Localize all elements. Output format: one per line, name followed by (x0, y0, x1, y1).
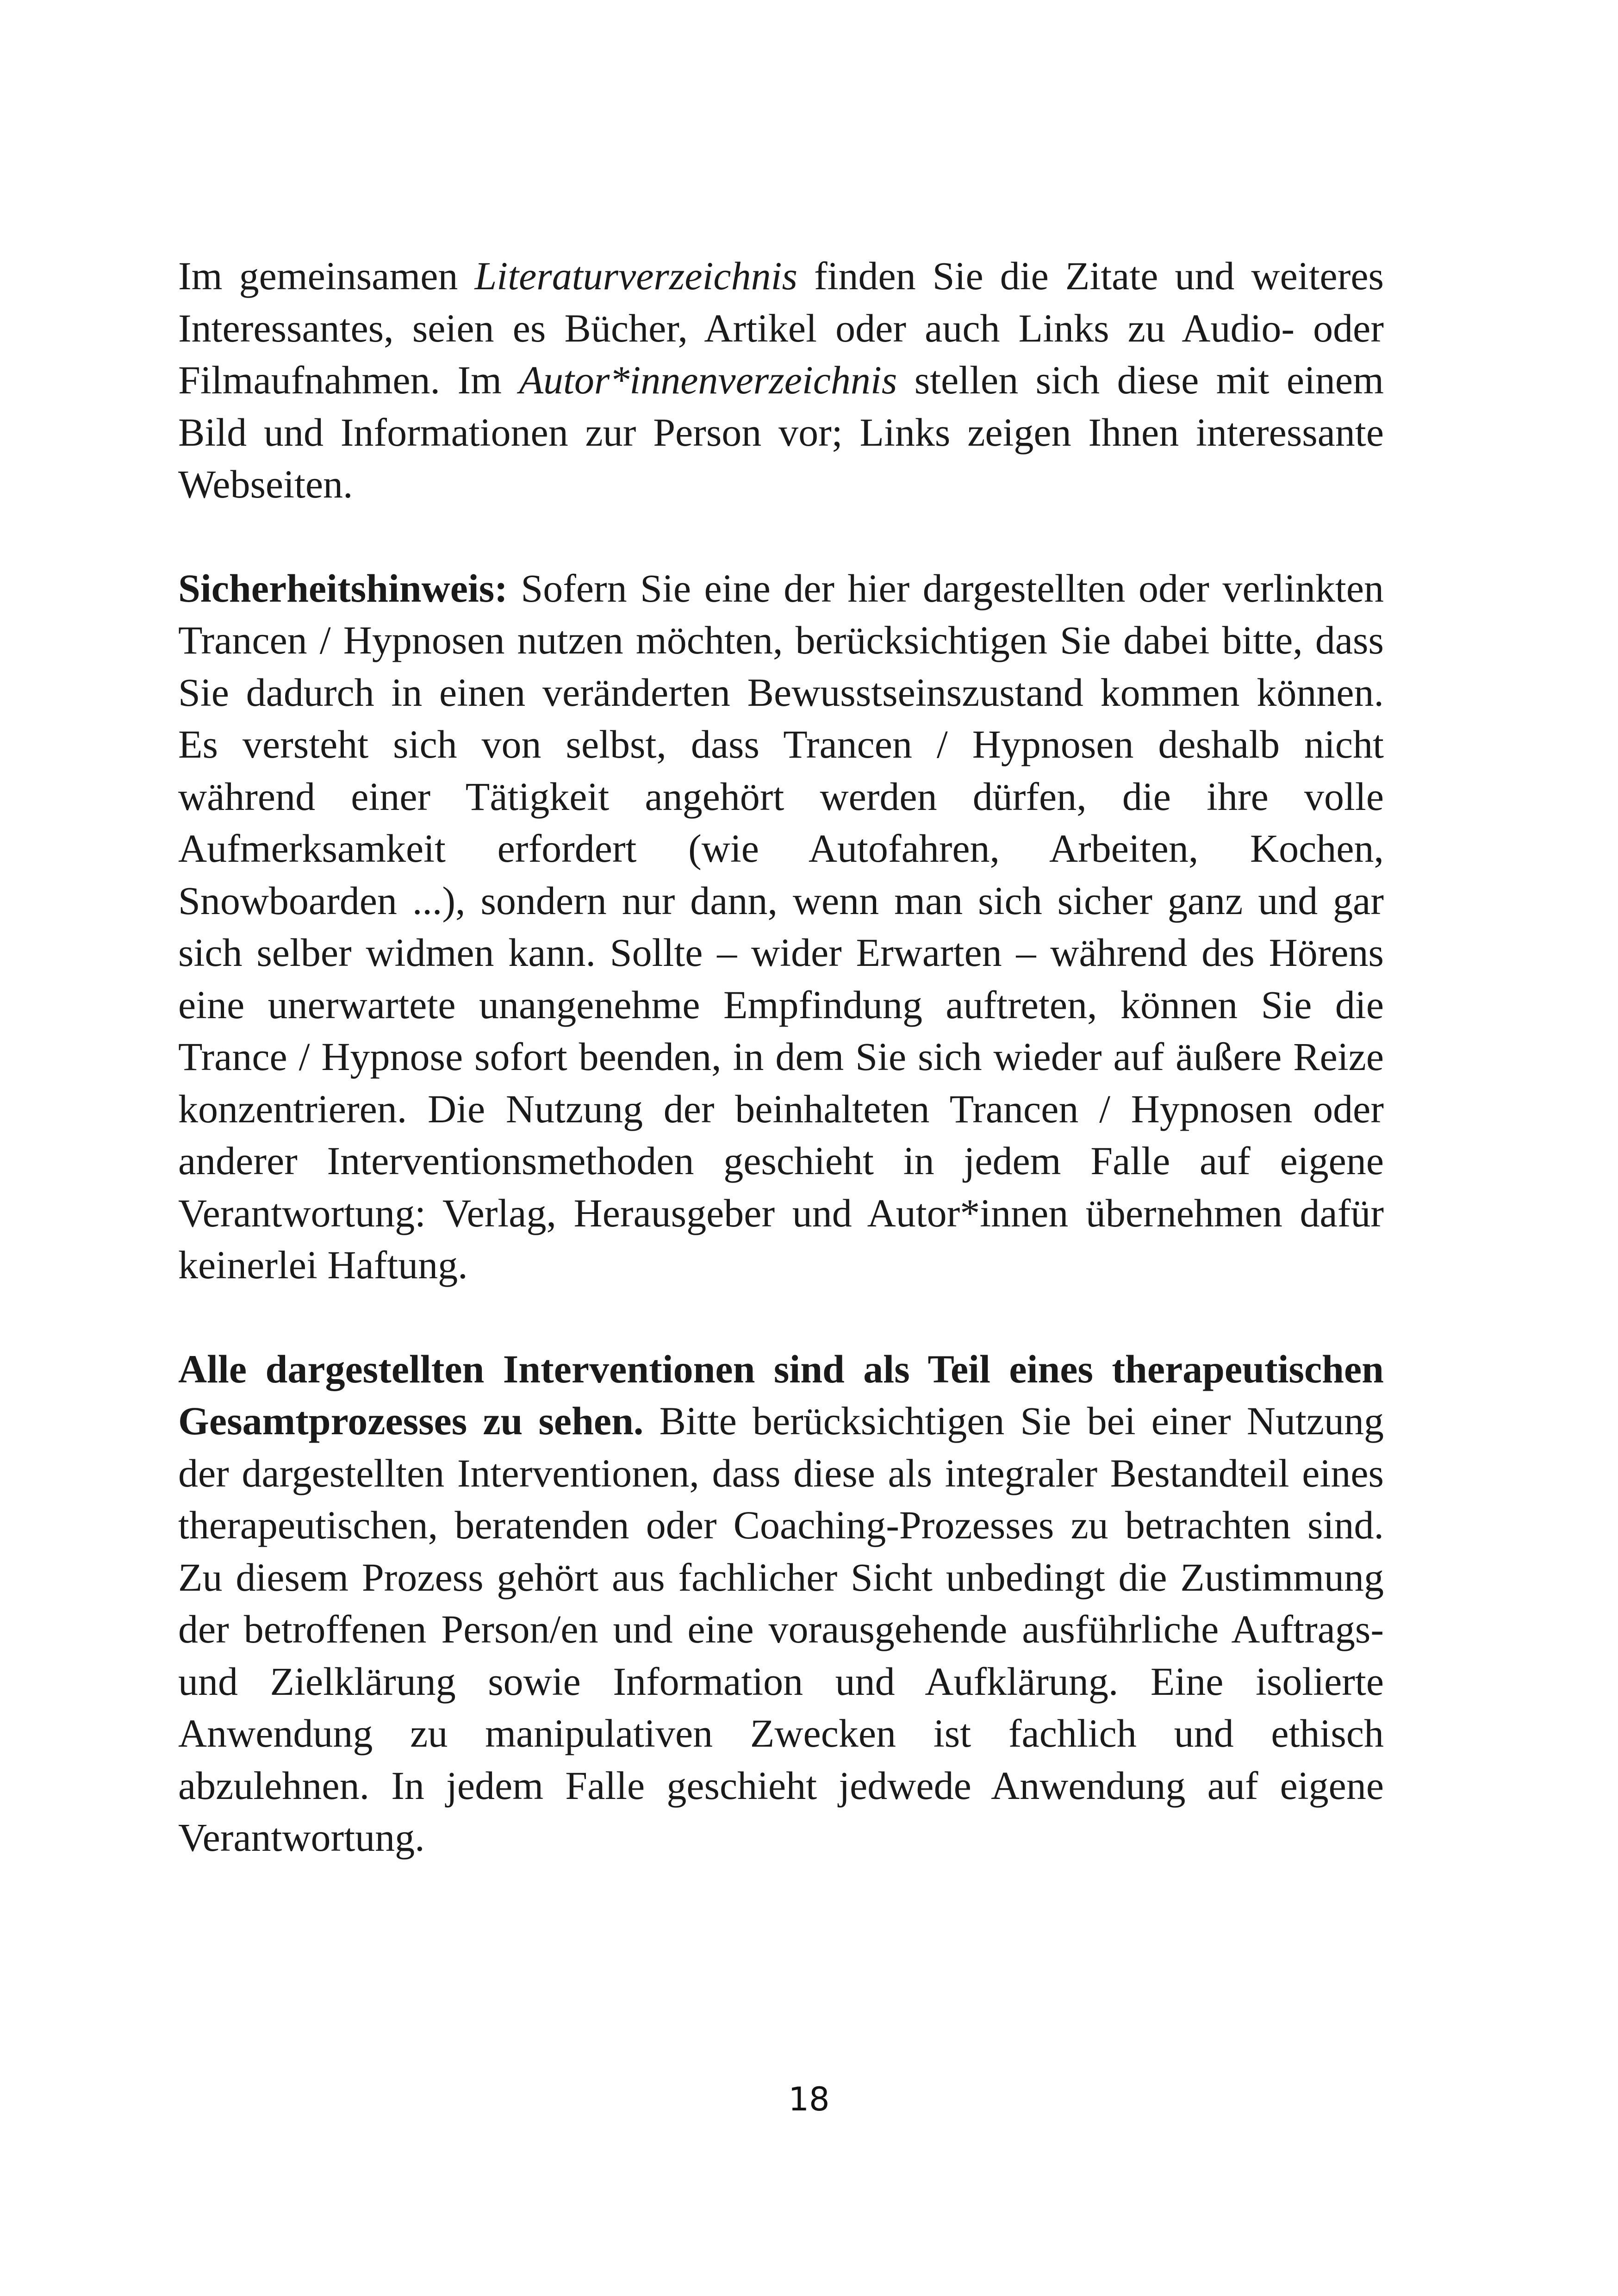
safety-notice-heading: Sicherheitshinweis: (178, 566, 508, 610)
paragraph-references-intro (178, 250, 1384, 510)
literaturverzeichnis-term: Literaturverzeichnis (474, 254, 797, 298)
paragraph-interventions-notice (178, 1343, 1384, 1864)
paragraph-safety-notice (178, 562, 1384, 1291)
interventions-notice-heading: Alle dargestellten Interventionen sind als Teil eines therapeutischen Gesamtprozesses zu sehen. (178, 1346, 1384, 1443)
page-number: 18 (788, 2080, 830, 2118)
text-segment: finden Sie die Zitate und weiteres Interessantes, seien es Bücher, Artikel oder auch Links zu Audio- oder Filmaufnahmen. Im (178, 254, 1384, 402)
text-segment: stellen sich diese mit einem Bild und Informationen zur Person vor; Links zeigen Ihnen interessante Webseiten. (178, 358, 1384, 506)
text-segment: Sofern Sie eine der hier dargestellten oder verlinkten Trancen / Hypnosen nutzen möchten, berücksichtigen Sie dabei bitte, dass Sie dadurch in einen veränderten Bewusstseinszustand kommen können. Es versteht sich von selbst, dass Trancen / Hypnosen deshalb nicht während einer Tätigkeit angehört werden dürfen, die ihre volle Aufmerksamkeit erfordert (wie Autofahren, Arbeiten, Kochen, Snowboarden ...), sondern nur dann, wenn man sich sicher ganz und gar sich selber widmen kann. Sollte – wider Erwarten – während des Hörens eine unerwartete unangenehme Empfindung auftreten, können Sie die Trance / Hypnose sofort beenden, in dem Sie sich wieder auf äußere Reize konzentrieren. Die Nutzung der beinhalteten Trancen / Hypnosen oder anderer Interventionsmethoden geschieht in jedem Falle auf eigene Verantwortung: Verlag, Herausgeber und Autor*innen übernehmen dafür keinerlei Haftung. (178, 566, 1384, 1287)
autorinnenverzeichnis-term: Autor*innenverzeichnis (519, 358, 897, 402)
text-segment: Bitte berücksichtigen Sie bei einer Nutzung der dargestellten Interventionen, dass diese als integraler Bestandteil eines therapeutischen, beratenden oder Coaching-Prozesses zu betrachten sind. Zu diesem Prozess gehört aus fachlicher Sicht unbedingt die Zustimmung der betroffenen Person/en und eine vorausgehende ausführliche Auftrags- und Zielklärung sowie Information und Aufklärung. Eine isolierte Anwendung zu manipulativen Zwecken ist fachlich und ethisch abzulehnen. In jedem Falle geschieht jedwede Anwendung auf eigene Verantwortung. (178, 1399, 1384, 1860)
text-segment: Im gemeinsamen (178, 254, 475, 298)
page-body (178, 250, 1384, 1864)
